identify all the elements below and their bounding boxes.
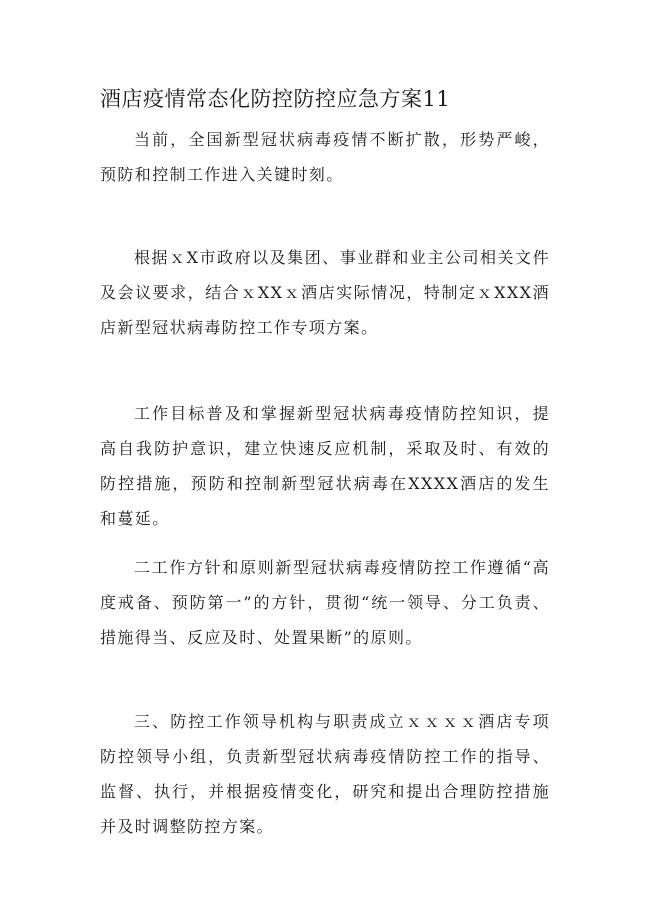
paragraph-goals: 工作目标普及和掌握新型冠状病毒疫情防控知识，提高自我防护意识，建立快速反应机制，采取及时、有效的防控措施，预防和控制新型冠状病毒在XXXX酒店的发生和蔓延。 bbox=[100, 404, 550, 528]
paragraph-organization: 三、防控工作领导机构与职责成立ｘｘｘｘ酒店专项防控领导小组，负责新型冠状病毒疫情防控工作的指导、监督、执行，并根据疫情变化，研究和提出合理防控措施并及时调整防控方案。 bbox=[100, 712, 550, 836]
paragraph-principles: 二工作方针和原则新型冠状病毒疫情防控工作遵循“高度戒备、预防第一”的方针，贯彻“统一领导、分工负责、措施得当、反应及时、处置果断”的原则。 bbox=[100, 558, 550, 647]
paragraph-basis: 根据ｘX市政府以及集团、事业群和业主公司相关文件及会议要求，结合ｘXXｘ酒店实际情况，特制定ｘXXX酒店新型冠状病毒防控工作专项方案。 bbox=[100, 248, 550, 337]
document-title: 酒店疫情常态化防控防控应急方案11 bbox=[100, 87, 451, 111]
paragraph-intro: 当前，全国新型冠状病毒疫情不断扩散，形势严峻，预防和控制工作进入关键时刻。 bbox=[100, 130, 550, 184]
